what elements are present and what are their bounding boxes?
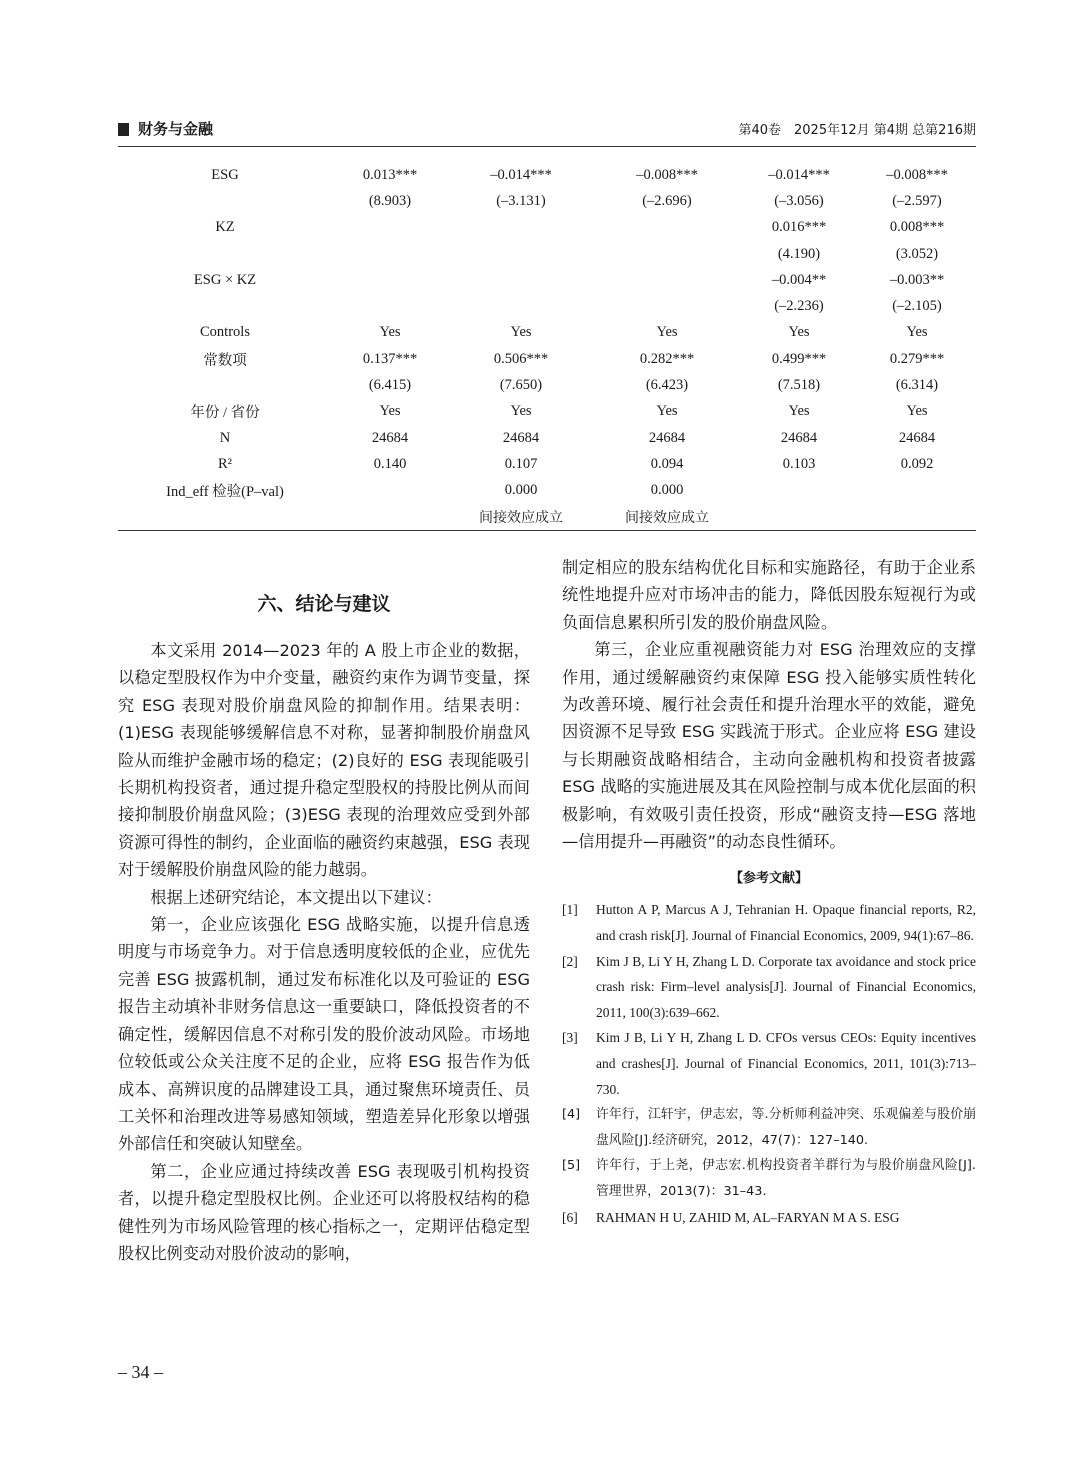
reference-item: [6] RAHMAN H U, ZAHID M, AL–FARYAN M A S. ESG (562, 1209, 900, 1225)
table-cell: 24684 (898, 429, 936, 446)
table-row (118, 267, 976, 293)
table-cell: 0.282*** (639, 350, 695, 367)
table-row (118, 162, 976, 188)
table-cell: 0.013*** (362, 166, 418, 183)
table-row (118, 504, 976, 530)
table-cell: (6.423) (645, 377, 689, 394)
paragraph: 根据上述研究结论，本文提出以下建议： (150, 887, 442, 907)
table-row (118, 346, 976, 372)
row-label (118, 372, 332, 398)
table-cell: 0.094 (650, 455, 684, 472)
table-cell (740, 504, 858, 530)
table-row (118, 188, 976, 214)
row-label: R² (217, 455, 233, 472)
table-cell: Yes (510, 403, 532, 420)
row-label (118, 504, 332, 530)
references-heading: 【参考文献】 (729, 871, 808, 887)
table-cell: Yes (906, 324, 928, 341)
table-row (118, 425, 976, 451)
table-row (118, 320, 976, 346)
table-cell: 0.000 (504, 482, 538, 499)
table-cell: (7.518) (777, 377, 821, 394)
table-cell (858, 504, 976, 530)
row-label: N (219, 429, 231, 446)
reference-item: [1] Hutton A P, Marcus A J, Tehranian H. Opaque financial reports, R2, and crash risk[J]. Journal of Financial Economics, 2009, 94(1):67–86. (562, 902, 976, 944)
table-cell (332, 241, 448, 267)
journal-name: 财务与金融 (138, 120, 214, 138)
table-cell: 24684 (502, 429, 540, 446)
table-cell: –0.008*** (886, 166, 948, 183)
table-cell: 0.499*** (771, 350, 827, 367)
row-label: 年份 / 省份 (190, 405, 260, 422)
table-top-rule (118, 146, 976, 147)
row-label: Controls (200, 324, 250, 341)
table-cell: (4.190) (777, 245, 821, 262)
table-cell: 0.000 (650, 482, 684, 499)
table-cell: –0.014*** (490, 166, 552, 183)
left-column (118, 589, 530, 1267)
table-cell (448, 241, 594, 267)
table-cell (594, 215, 740, 241)
table-cell: (–3.056) (774, 192, 824, 209)
table-cell: Yes (656, 324, 678, 341)
row-label (118, 188, 332, 214)
table-cell (594, 241, 740, 267)
table-cell (448, 215, 594, 241)
header-square-icon (118, 123, 129, 136)
table-cell (332, 504, 448, 530)
paragraph: 第二，企业应通过持续改善 ESG 表现吸引机构投资者，以提升稳定型股权比例。企业还可以将股权结构的稳健性列为市场风险管理的核心指标之一，定期评估稳定型股权比例变动对股价波动的影响， (118, 1161, 530, 1263)
table-cell: (8.903) (368, 192, 412, 209)
reference-list (562, 897, 976, 1230)
table-row (118, 399, 976, 425)
issue-info: 第40卷 2025年12月 第4期 总第216期 (738, 123, 976, 138)
table-cell: (–2.696) (642, 192, 692, 209)
table-cell: 0.137*** (362, 350, 418, 367)
table-cell: (–2.105) (892, 298, 942, 315)
table-cell: –0.014*** (768, 166, 830, 183)
right-column (562, 554, 976, 1230)
row-label (118, 293, 332, 319)
reference-item: [4] 许年行，江轩宇，伊志宏，等.分析师利益冲突、乐观偏差与股价崩盘风险[J].经济研究，2012，47(7)：127–140. (562, 1107, 976, 1148)
table-cell: Yes (788, 403, 810, 420)
table-cell: 0.140 (373, 455, 407, 472)
table-cell: 0.506*** (493, 350, 549, 367)
table-cell (332, 293, 448, 319)
table-cell: 24684 (371, 429, 409, 446)
table-cell: Yes (906, 403, 928, 420)
table-cell (858, 478, 976, 504)
row-label: ESG × KZ (193, 271, 257, 288)
running-header (118, 118, 976, 142)
table-row (118, 372, 976, 398)
table-cell: –0.003** (889, 271, 945, 288)
table-cell: 0.107 (504, 455, 538, 472)
table-cell: (7.650) (499, 377, 543, 394)
paragraph: 第三，企业应重视融资能力对 ESG 治理效应的支撑作用，通过缓解融资约束保障 ESG 投入能够实质性转化为改善环境、履行社会责任和提升治理水平的效能，避免因资源不足导致 ESG 实践流于形式。企业应将 ESG 建设与长期融资战略相结合，主动向金融机构和投资者披露 ESG 战略的实施进展及其在风险控制与成本优化层面的积极影响，有效吸引责任投资，形成“融资支持—ESG 落地—信用提升—再融资”的动态良性循环。 (562, 640, 976, 852)
table-cell: (–3.131) (496, 192, 546, 209)
table-cell (740, 478, 858, 504)
row-label: 常数项 (203, 352, 247, 369)
table-cell (332, 267, 448, 293)
table-cell: 0.103 (782, 455, 816, 472)
table-cell: (3.052) (895, 245, 939, 262)
table-cell: 24684 (648, 429, 686, 446)
table-cell (332, 215, 448, 241)
section-title: 六、结论与建议 (257, 593, 391, 615)
table-cell: (–2.236) (774, 298, 824, 315)
table-cell: 间接效应成立 (479, 510, 563, 526)
table-row (118, 215, 976, 241)
table-cell: 0.092 (900, 455, 934, 472)
paragraph: 本文采用 2014—2023 年的 A 股上市企业的数据，以稳定型股权作为中介变量，融资约束作为调节变量，探究 ESG 表现对股价崩盘风险的抑制作用。结果表明：(1)ESG 表现能够缓解信息不对称，显著抑制股价崩盘风险从而维护金融市场的稳定；(2)良好的 ESG 表现能吸引长期机构投资者，通过提升稳定型股权的持股比例从而间接抑制股价崩盘风险；(3)ESG 表现的治理效应受到外部资源可得性的制约，企业面临的融资约束越强，ESG 表现对于缓解股价崩盘风险的能力越弱。 (118, 641, 530, 880)
table-cell (448, 267, 594, 293)
row-label (118, 241, 332, 267)
paragraph-continuation: 制定相应的股东结构优化目标和实施路径，有助于企业系统性地提升应对市场冲击的能力，降低因股东短视行为或负面信息累积所引发的股价崩盘风险。 (562, 558, 976, 632)
table-cell: Yes (379, 324, 401, 341)
reference-item: [2] Kim J B, Li Y H, Zhang L D. Corporate tax avoidance and stock price crash risk: Firm–level analysis[J]. Journal of Financial Economics, 2011, 100(3):639–662. (562, 953, 976, 1020)
table-bottom-rule (118, 530, 976, 531)
table-cell: 0.016*** (771, 219, 827, 236)
page-number: – 34 – (118, 1362, 163, 1382)
table-cell: 0.008*** (889, 219, 945, 236)
table-cell: Yes (510, 324, 532, 341)
table-row (118, 478, 976, 504)
table-row (118, 241, 976, 267)
table-row (118, 451, 976, 477)
table-cell: –0.008*** (636, 166, 698, 183)
reference-item: [5] 许年行，于上尧，伊志宏.机构投资者羊群行为与股价崩盘风险[J].管理世界，2013(7)：31–43. (562, 1158, 976, 1199)
paragraph: 第一，企业应该强化 ESG 战略实施，以提升信息透明度与市场竞争力。对于信息透明度较低的企业，应优先完善 ESG 披露机制，通过发布标准化以及可验证的 ESG 报告主动填补非财务信息这一重要缺口，降低投资者的不确定性，缓解因信息不对称引发的股价波动风险。市场地位较低或公众关注度不足的企业，应将 ESG 报告作为低成本、高辨识度的品牌建设工具，通过聚焦环境责任、员工关怀和治理改进等易感知领域，塑造差异化形象以增强外部信任和突破认知壁垒。 (118, 915, 530, 1154)
table-cell (448, 293, 594, 319)
table-cell (332, 478, 448, 504)
row-label: KZ (215, 219, 235, 236)
regression-table (118, 162, 976, 530)
table-cell (594, 267, 740, 293)
table-cell: 0.279*** (889, 350, 945, 367)
table-cell: –0.004** (771, 271, 827, 288)
table-cell: Yes (379, 403, 401, 420)
table-cell: Yes (656, 403, 678, 420)
table-cell: (6.314) (895, 377, 939, 394)
table-cell: Yes (788, 324, 810, 341)
row-label: Ind_eff 检验(P–val) (166, 484, 284, 501)
table-cell: (6.415) (368, 377, 412, 394)
table-row (118, 293, 976, 319)
table-cell: (–2.597) (892, 192, 942, 209)
table-cell (594, 293, 740, 319)
table-cell: 24684 (780, 429, 818, 446)
reference-item: [3] Kim J B, Li Y H, Zhang L D. CFOs versus CEOs: Equity incentives and crashes[J]. Journal of Financial Economics, 2011, 101(3):713–730. (562, 1030, 976, 1097)
table-cell: 间接效应成立 (625, 510, 709, 526)
row-label: ESG (211, 166, 239, 183)
